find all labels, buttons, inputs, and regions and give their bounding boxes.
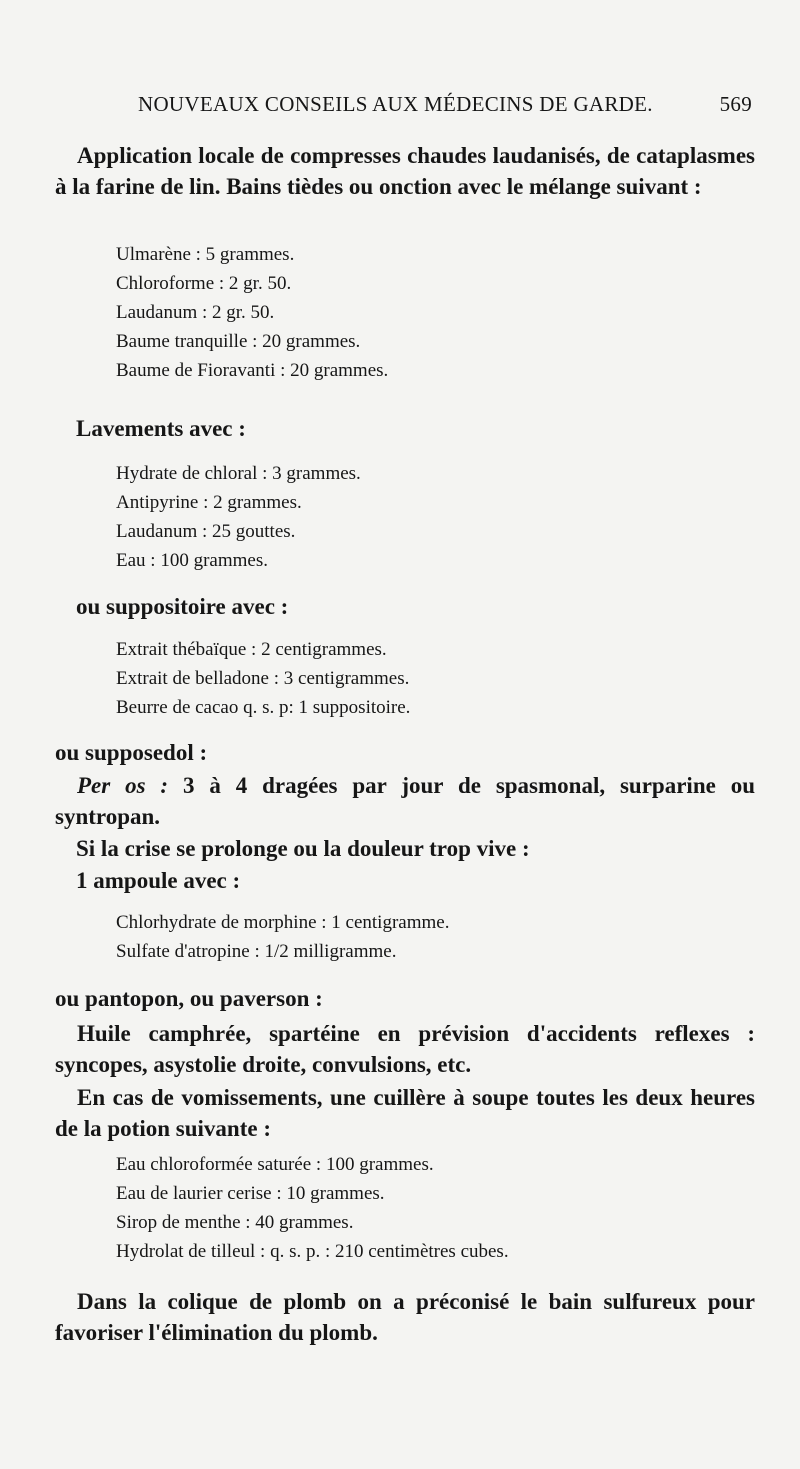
recipe-onction — [116, 240, 388, 385]
crise-line: Si la crise se prolonge ou la douleur trop vive : — [76, 836, 530, 861]
recipe-line: Beurre de cacao q. s. p: 1 suppositoire. — [116, 697, 411, 718]
recipe-line: Hydrolat de tilleul : q. s. p. : 210 centimètres cubes. — [116, 1241, 509, 1262]
ampoule-line: 1 ampoule avec : — [76, 868, 241, 893]
suppositoire-heading: ou suppositoire avec : — [76, 594, 289, 619]
recipe-line: Hydrate de chloral : 3 grammes. — [116, 463, 361, 484]
recipe-line: Baume de Fioravanti : 20 grammes. — [116, 360, 389, 381]
running-title: NOUVEAUX CONSEILS AUX MÉDECINS DE GARDE. — [138, 92, 653, 116]
recipe-line: Eau : 100 grammes. — [116, 550, 268, 571]
vomissements-paragraph: En cas de vomissements, une cuillère à soupe toutes les deux heures de la potion suivante : — [55, 1085, 755, 1141]
recipe-line: Antipyrine : 2 grammes. — [116, 492, 302, 513]
intro-paragraph: Application locale de compresses chaudes laudanisés, de cataplasmes à la farine de lin. Bains tièdes ou onction avec le mélange suivant : — [55, 143, 755, 199]
lavements-heading: Lavements avec : — [76, 416, 246, 441]
recipe-line: Baume tranquille : 20 grammes. — [116, 331, 361, 352]
running-header — [138, 92, 752, 117]
recipe-line: Laudanum : 25 gouttes. — [116, 521, 296, 542]
page-number: 569 — [719, 92, 752, 116]
conclusion-paragraph: Dans la colique de plomb on a préconisé le bain sulfureux pour favoriser l'élimination du plomb. — [55, 1289, 755, 1345]
recipe-line: Eau de laurier cerise : 10 grammes. — [116, 1183, 385, 1204]
recipe-line: Ulmarène : 5 grammes. — [116, 244, 295, 265]
recipe-line: Chloroforme : 2 gr. 50. — [116, 273, 292, 294]
recipe-line: Eau chloroformée saturée : 100 grammes. — [116, 1154, 434, 1175]
pantopon-line: ou pantopon, ou paverson : — [55, 986, 323, 1011]
per-os-text: 3 à 4 dragées par jour de spasmonal, surparine ou syntropan. — [55, 773, 755, 829]
recipe-line: Sulfate d'atropine : 1/2 milligramme. — [116, 941, 397, 962]
recipe-ampoule — [116, 908, 449, 966]
recipe-line: Chlorhydrate de morphine : 1 centigramme. — [116, 912, 450, 933]
recipe-line: Sirop de menthe : 40 grammes. — [116, 1212, 354, 1233]
recipe-line: Extrait thébaïque : 2 centigrammes. — [116, 639, 387, 660]
recipe-suppositoire — [116, 635, 410, 722]
recipe-potion — [116, 1150, 509, 1266]
huile-paragraph: Huile camphrée, spartéine en prévision d'accidents reflexes : syncopes, asystolie droite, convulsions, etc. — [55, 1021, 755, 1077]
supposedol-line: ou supposedol : — [55, 740, 208, 765]
recipe-lavements — [116, 459, 361, 575]
recipe-line: Extrait de belladone : 3 centigrammes. — [116, 668, 410, 689]
per-os-paragraph — [55, 770, 755, 832]
per-os-label: Per os : — [77, 773, 169, 798]
recipe-line: Laudanum : 2 gr. 50. — [116, 302, 275, 323]
